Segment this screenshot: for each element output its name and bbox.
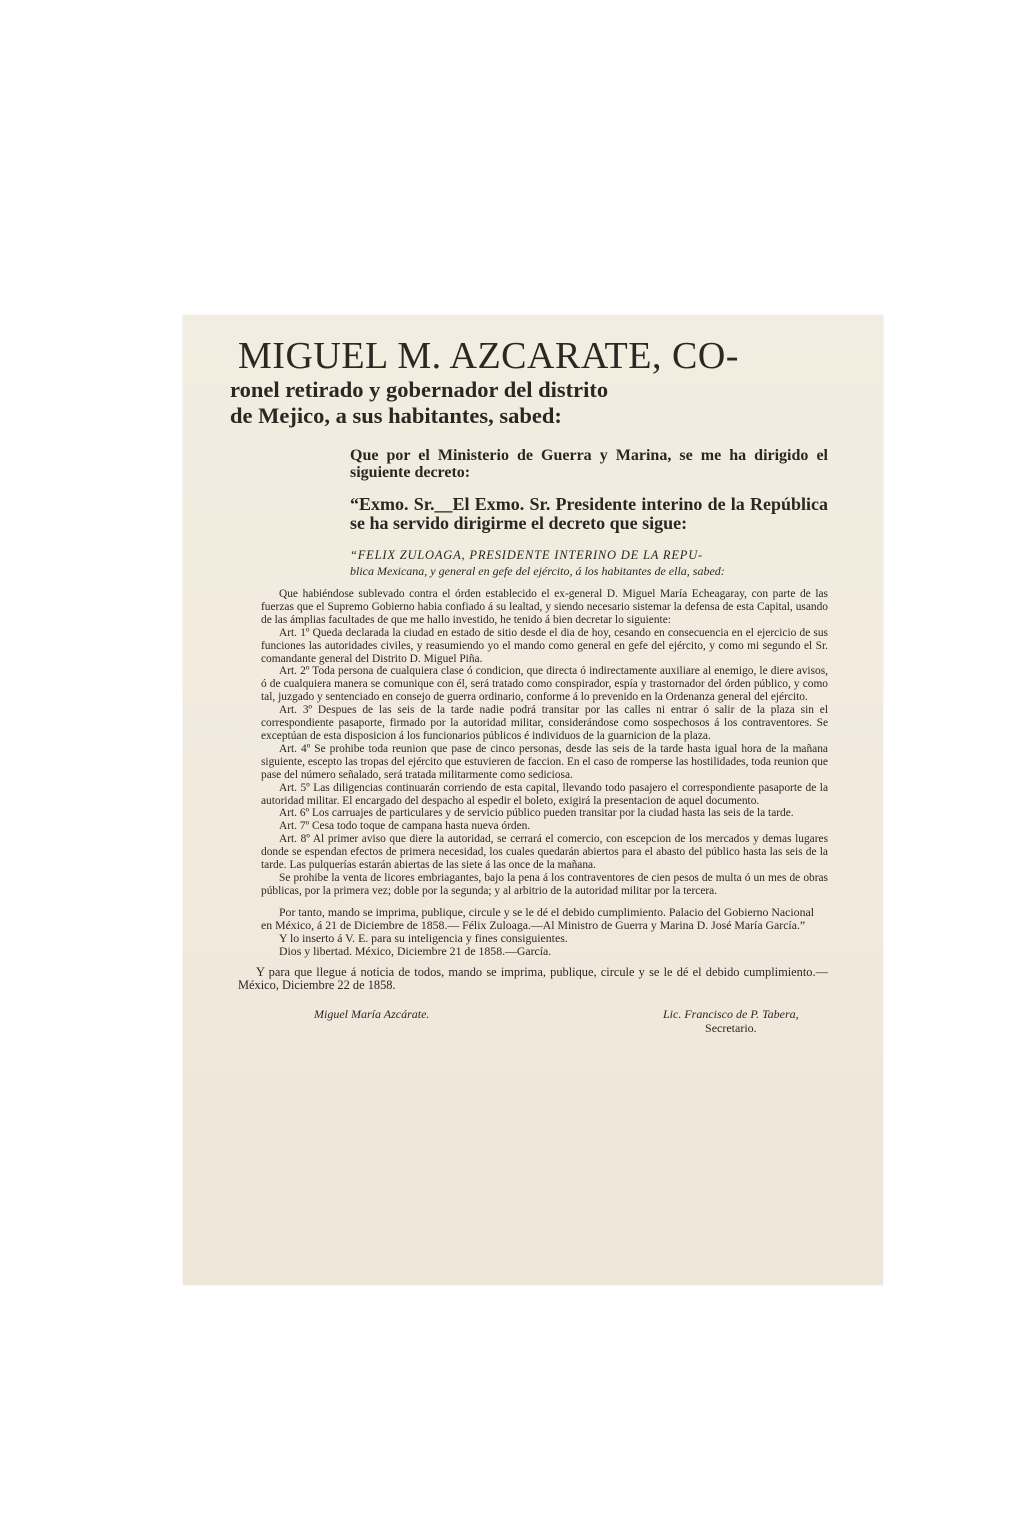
article-1: Art. 1º Queda declarada la ciudad en estado de sitio desde el dia de hoy, cesando en consecuencia en el ejercicio de sus funciones las autoridades civiles, y reasumiendo yo el mando como general en gefe del ejército, y como mi segundo el Sr. comandante general del Distrito D. Miguel Piña. [261,626,828,665]
closing-line: Y lo inserto á V. E. para su inteligencia y fines consiguientes. [279,930,568,945]
secretary-name: Lic. Francisco de P. Tabera, [663,1006,799,1021]
decree-body [261,588,828,898]
decree-subheading: blica Mexicana, y general en gefe del ejército, á los habitantes de ella, sabed: [350,564,725,578]
decree-closing [261,906,828,958]
final-proclamation [238,966,828,993]
preamble-paragraph: Que habiéndose sublevado contra el órden establecido el ex-general D. Miguel María Echeagaray, con parte de las fuerzas que el Supremo Gobierno habia confiado á su lealtad, y siendo necesario sistemar la defensa de esta Capital, usando de las ámplias facultades de que me hallo investido, he tenido á bien decretar lo siguiente: [261,588,828,626]
intro-paragraph: Que por el Ministerio de Guerra y Marina, se me ha dirigido el siguiente decreto: [350,447,828,481]
signature-governor: Miguel María Azcárate. [314,1006,430,1021]
subheading-line: de Mejico, a sus habitantes, sabed: [230,403,562,428]
article-5: Art. 5º Las diligencias continuarán corriendo de esta capital, llevando todo pasajero el correspondiente pasaporte de la autoridad militar. El encargado del despacho al espedir el boleto, exigirá la presentacion de aquel documento. [261,781,828,807]
article-8: Art. 8º Al primer aviso que diere la autoridad, se cerrará el comercio, con escepcion de los mercados y demas lugares donde se espendan efectos de primera necesidad, los cuales quedarán abiertos para el abasto del público hasta las seis de la tarde. Las pulquerías estarán abiertas de las siete á las once de la mañana. [261,833,828,872]
article-7: Art. 7º Cesa todo toque de campana hasta nueva órden. [279,820,531,833]
final-paragraph: Y para que llegue á noticia de todos, mando se imprima, publique, circule y se le dé el debido cumplimiento.—México, Diciembre 22 de 1858. [238,964,828,993]
article-3: Art. 3º Despues de las seis de la tarde nadie podrá transitar por las calles ni entrar ó salir de la plaza sin el correspondiente pasaporte, firmado por la autoridad militar, considerándose como sospechosos á los contraventores. Se exceptúan de esta disposicion á los funcionarios públicos é individuos de la guarnicion de la plaza. [261,704,828,742]
liquor-prohibition: Se prohibe la venta de licores embriagantes, bajo la pena á los contraventores de cien pesos de multa ó un mes de obras públicas, por la primera vez; doble por la segunda; y al arbitrio de la autoridad militar por la tercera. [261,871,828,897]
document-content [230,335,828,1041]
broadside-sheet [183,315,883,1285]
signature-secretary [663,1007,799,1035]
document-heading: MIGUEL M. AZCARATE, CO- [238,335,739,377]
article-2: Art. 2º Toda persona de cualquiera clase ó condicion, que directa ó indirectamente auxiliare al enemigo, le diere avisos, ó de cualquiera manera se comunique con él, será tratado como conspirador, espía y trastornador del órden público, y como tal, juzgado y sentenciado en consejo de guerra ordinario, conforme á lo prevenido en la Ordenanza general del ejército. [261,665,828,704]
secretary-title: Secretario. [705,1020,757,1035]
subheading-line: ronel retirado y gobernador del distrito [230,377,609,402]
closing-line: Dios y libertad. México, Diciembre 21 de 1858.—García. [279,943,552,958]
signature-row [238,1007,828,1041]
quoted-paragraph: “Exmo. Sr.__El Exmo. Sr. Presidente interino de la República se ha servido dirigirme el decreto que sigue: [350,494,828,533]
closing-paragraph: Por tanto, mando se imprima, publique, circule y se le dé el debido cumplimiento. Palacio del Gobierno Nacional en México, á 21 de Diciembre de 1858.— Félix Zuloaga.—Al Ministro de Guerra y Marina D. José María García.” [261,904,814,932]
document-subheading [230,377,828,429]
article-4: Art. 4º Se prohibe toda reunion que pase de cinco personas, desde las seis de la tarde hasta igual hora de la mañana siguiente, escepto las tropas del ejército que estuvieren de faccion. En el caso de romperse las hostilidades, toda reunion que pase del número señalado, será tratada militarmente como sediciosa. [261,742,828,781]
decree-heading: “FELIX ZULOAGA, PRESIDENTE INTERINO DE LA REPU- [350,548,703,562]
article-6: Art. 6º Los carruajes de particulares y de servicio público pueden transitar por la ciudad hasta las seis de la tarde. [279,807,794,820]
